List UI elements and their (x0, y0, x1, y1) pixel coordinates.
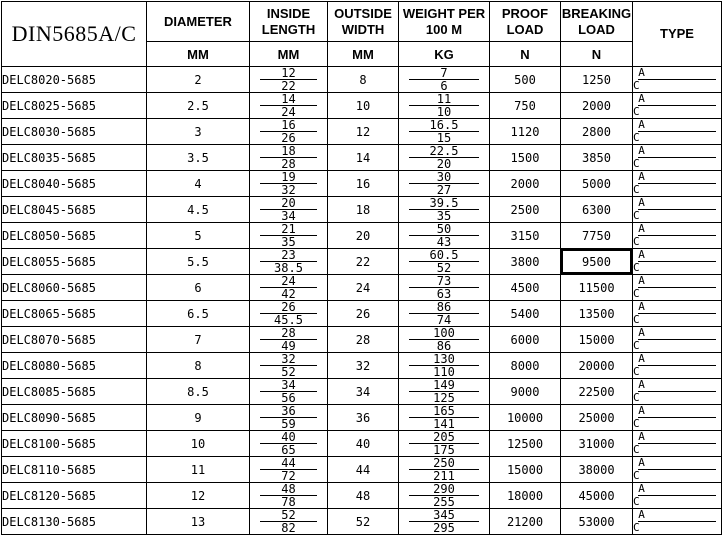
cell-outside-width[interactable]: 12 (328, 119, 399, 145)
cell-weight[interactable] (399, 405, 490, 431)
cell-weight[interactable] (399, 327, 490, 353)
cell-code[interactable]: DELC8020-5685 (2, 67, 147, 93)
cell-breaking-load[interactable]: 1250 (561, 67, 633, 93)
inside-length-type-a: 19 (260, 171, 317, 184)
cell-code[interactable]: DELC8120-5685 (2, 483, 147, 509)
type-c-label: C (633, 339, 640, 352)
cell-outside-width[interactable]: 10 (328, 93, 399, 119)
cell-breaking-load[interactable]: 11500 (561, 275, 633, 301)
table-row[interactable] (2, 171, 722, 197)
header-outside-width-line1: OUTSIDE (334, 5, 392, 21)
inside-length-type-a: 23 (260, 249, 317, 262)
cell-type[interactable] (633, 431, 722, 457)
cell-proof-load[interactable]: 1500 (490, 145, 561, 171)
weight-type-c: 35 (436, 209, 452, 223)
cell-breaking-load[interactable]: 6300 (561, 197, 633, 223)
cell-proof-load[interactable]: 500 (490, 67, 561, 93)
cell-weight[interactable] (399, 223, 490, 249)
cell-type[interactable] (633, 509, 722, 535)
cell-proof-load[interactable]: 2500 (490, 197, 561, 223)
inside-length-type-c: 38.5 (274, 261, 303, 275)
weight-type-c: 141 (433, 417, 455, 431)
table-row[interactable] (2, 275, 722, 301)
cell-type[interactable] (633, 67, 722, 93)
cell-type[interactable] (633, 483, 722, 509)
weight-type-c: 20 (436, 157, 452, 171)
cell-outside-width[interactable]: 24 (328, 275, 399, 301)
table-row[interactable] (2, 509, 722, 535)
unit-diameter: MM (147, 42, 250, 67)
weight-type-a: 345 (409, 509, 479, 522)
cell-type[interactable] (633, 249, 722, 275)
header-inside-length (250, 2, 328, 42)
inside-length-type-a: 44 (260, 457, 317, 470)
cell-code[interactable]: DELC8040-5685 (2, 171, 147, 197)
cell-breaking-load[interactable]: 45000 (561, 483, 633, 509)
type-c-label: C (633, 443, 640, 456)
inside-length-type-a: 34 (260, 379, 317, 392)
weight-type-a: 73 (409, 275, 479, 288)
cell-type[interactable] (633, 93, 722, 119)
inside-length-type-c: 78 (281, 495, 296, 509)
cell-breaking-load[interactable]: 20000 (561, 353, 633, 379)
cell-type[interactable] (633, 275, 722, 301)
cell-diameter[interactable]: 6 (147, 275, 250, 301)
header-proof-load-line1: PROOF (501, 5, 549, 21)
cell-proof-load[interactable]: 21200 (490, 509, 561, 535)
weight-type-a: 22.5 (409, 145, 479, 158)
cell-diameter[interactable]: 8.5 (147, 379, 250, 405)
weight-type-c: 255 (433, 495, 455, 509)
type-c-label: C (633, 391, 640, 404)
table-row[interactable] (2, 249, 722, 275)
cell-type[interactable] (633, 223, 722, 249)
table-title: DIN5685A/C (2, 2, 147, 67)
cell-type[interactable] (633, 457, 722, 483)
cell-proof-load[interactable]: 6000 (490, 327, 561, 353)
inside-length-type-c: 26 (281, 131, 296, 145)
inside-length-type-c: 82 (281, 521, 296, 535)
table-row[interactable] (2, 405, 722, 431)
cell-weight[interactable] (399, 249, 490, 275)
cell-proof-load[interactable]: 2000 (490, 171, 561, 197)
cell-breaking-load[interactable]: 2800 (561, 119, 633, 145)
weight-type-a: 39.5 (409, 197, 479, 210)
type-c-label: C (633, 313, 640, 326)
cell-proof-load[interactable]: 12500 (490, 431, 561, 457)
weight-type-c: 125 (433, 391, 455, 405)
type-a-label: A (638, 301, 715, 314)
type-c-label: C (633, 209, 640, 222)
type-a-label: A (638, 171, 715, 184)
type-a-label: A (638, 509, 715, 522)
cell-breaking-load[interactable]: 7750 (561, 223, 633, 249)
type-c-label: C (633, 521, 640, 534)
cell-weight[interactable] (399, 145, 490, 171)
cell-inside-length[interactable] (250, 353, 328, 379)
inside-length-type-a: 36 (260, 405, 317, 418)
type-a-label: A (638, 223, 715, 236)
table-body (2, 67, 722, 535)
type-a-label: A (638, 379, 715, 392)
cell-code[interactable]: DELC8060-5685 (2, 275, 147, 301)
cell-diameter[interactable]: 3.5 (147, 145, 250, 171)
inside-length-type-a: 40 (260, 431, 317, 444)
type-a-label: A (638, 327, 715, 340)
inside-length-type-c: 28 (281, 157, 296, 171)
header-weight-line1: WEIGHT PER (402, 5, 486, 21)
cell-proof-load[interactable]: 15000 (490, 457, 561, 483)
table-row[interactable] (2, 197, 722, 223)
type-c-label: C (633, 287, 640, 300)
type-a-label: A (638, 119, 715, 132)
inside-length-type-c: 22 (281, 79, 296, 93)
cell-breaking-load[interactable]: 5000 (561, 171, 633, 197)
inside-length-type-a: 21 (260, 223, 317, 236)
cell-outside-width[interactable]: 26 (328, 301, 399, 327)
type-c-label: C (633, 235, 640, 248)
cell-code[interactable]: DELC8085-5685 (2, 379, 147, 405)
cell-type[interactable] (633, 197, 722, 223)
cell-proof-load[interactable]: 5400 (490, 301, 561, 327)
cell-breaking-load[interactable]: 22500 (561, 379, 633, 405)
inside-length-type-c: 72 (281, 469, 296, 483)
header-breaking-load-line1: BREAKING (561, 5, 632, 21)
weight-type-c: 6 (440, 79, 448, 93)
cell-weight[interactable] (399, 197, 490, 223)
weight-type-a: 149 (409, 379, 479, 392)
unit-weight: KG (399, 42, 490, 67)
inside-length-type-c: 45.5 (274, 313, 303, 327)
inside-length-type-c: 52 (281, 365, 296, 379)
cell-inside-length[interactable] (250, 249, 328, 275)
cell-diameter[interactable]: 7 (147, 327, 250, 353)
unit-inside-length: MM (250, 42, 328, 67)
cell-outside-width[interactable]: 18 (328, 197, 399, 223)
cell-outside-width[interactable]: 34 (328, 379, 399, 405)
cell-inside-length[interactable] (250, 93, 328, 119)
cell-outside-width[interactable]: 40 (328, 431, 399, 457)
weight-type-c: 86 (436, 339, 452, 353)
cell-diameter[interactable]: 11 (147, 457, 250, 483)
cell-inside-length[interactable] (250, 301, 328, 327)
weight-type-a: 165 (409, 405, 479, 418)
cell-diameter[interactable]: 10 (147, 431, 250, 457)
cell-breaking-load[interactable]: 38000 (561, 457, 633, 483)
cell-proof-load[interactable]: 1120 (490, 119, 561, 145)
cell-code[interactable]: DELC8080-5685 (2, 353, 147, 379)
table-row[interactable] (2, 483, 722, 509)
inside-length-type-a: 20 (260, 197, 317, 210)
cell-outside-width[interactable]: 32 (328, 353, 399, 379)
cell-weight[interactable] (399, 483, 490, 509)
header-type: TYPE (633, 2, 722, 67)
cell-inside-length[interactable] (250, 171, 328, 197)
cell-outside-width[interactable]: 48 (328, 483, 399, 509)
type-a-label: A (638, 145, 715, 158)
cell-code[interactable]: DELC8025-5685 (2, 93, 147, 119)
header-inside-length-line2: LENGTH (261, 21, 316, 37)
cell-weight[interactable] (399, 275, 490, 301)
cell-inside-length[interactable] (250, 431, 328, 457)
weight-type-c: 27 (436, 183, 452, 197)
type-c-label: C (633, 79, 640, 92)
type-c-label: C (633, 469, 640, 482)
inside-length-type-c: 42 (281, 287, 296, 301)
cell-type[interactable] (633, 405, 722, 431)
weight-type-a: 16.5 (409, 119, 479, 132)
cell-diameter[interactable]: 9 (147, 405, 250, 431)
table-row[interactable] (2, 119, 722, 145)
inside-length-type-a: 48 (260, 483, 317, 496)
cell-diameter[interactable]: 2.5 (147, 93, 250, 119)
cell-outside-width[interactable]: 8 (328, 67, 399, 93)
weight-type-a: 205 (409, 431, 479, 444)
inside-length-type-c: 65 (281, 443, 296, 457)
unit-breaking-load: N (561, 42, 633, 67)
header-weight (399, 2, 490, 42)
cell-breaking-load[interactable]: 31000 (561, 431, 633, 457)
header-row (2, 2, 722, 42)
type-c-label: C (633, 261, 640, 274)
table-row[interactable] (2, 301, 722, 327)
cell-outside-width[interactable]: 36 (328, 405, 399, 431)
cell-outside-width[interactable]: 20 (328, 223, 399, 249)
weight-type-c: 110 (433, 365, 455, 379)
cell-weight[interactable] (399, 353, 490, 379)
cell-proof-load[interactable]: 18000 (490, 483, 561, 509)
cell-proof-load[interactable]: 8000 (490, 353, 561, 379)
weight-type-c: 295 (433, 521, 455, 535)
type-a-label: A (638, 405, 715, 418)
inside-length-type-c: 59 (281, 417, 296, 431)
cell-type[interactable] (633, 301, 722, 327)
cell-code[interactable]: DELC8070-5685 (2, 327, 147, 353)
cell-diameter[interactable]: 12 (147, 483, 250, 509)
inside-length-type-c: 32 (281, 183, 296, 197)
cell-diameter[interactable]: 4.5 (147, 197, 250, 223)
cell-inside-length[interactable] (250, 379, 328, 405)
cell-inside-length[interactable] (250, 119, 328, 145)
cell-weight[interactable] (399, 93, 490, 119)
inside-length-type-a: 26 (260, 301, 317, 314)
type-a-label: A (638, 457, 715, 470)
cell-breaking-load[interactable]: 9500 (561, 249, 633, 275)
header-proof-load-line2: LOAD (506, 21, 544, 37)
inside-length-type-a: 16 (260, 119, 317, 132)
type-a-label: A (638, 197, 715, 210)
inside-length-type-c: 49 (281, 339, 296, 353)
table-row[interactable] (2, 431, 722, 457)
cell-proof-load[interactable]: 750 (490, 93, 561, 119)
inside-length-type-c: 24 (281, 105, 296, 119)
type-c-label: C (633, 157, 640, 170)
inside-length-type-a: 18 (260, 145, 317, 158)
weight-type-c: 10 (436, 105, 452, 119)
weight-type-c: 211 (433, 469, 455, 483)
cell-outside-width[interactable]: 52 (328, 509, 399, 535)
type-a-label: A (638, 67, 715, 80)
inside-length-type-c: 56 (281, 391, 296, 405)
cell-code[interactable]: DELC8030-5685 (2, 119, 147, 145)
cell-inside-length[interactable] (250, 145, 328, 171)
cell-code[interactable]: DELC8130-5685 (2, 509, 147, 535)
cell-type[interactable] (633, 353, 722, 379)
type-a-label: A (638, 249, 715, 262)
weight-type-a: 7 (409, 67, 479, 80)
header-outside-width (328, 2, 399, 42)
cell-breaking-load[interactable]: 2000 (561, 93, 633, 119)
cell-diameter[interactable]: 13 (147, 509, 250, 535)
cell-inside-length[interactable] (250, 197, 328, 223)
cell-diameter[interactable]: 2 (147, 67, 250, 93)
cell-proof-load[interactable]: 4500 (490, 275, 561, 301)
table-row[interactable] (2, 457, 722, 483)
cell-proof-load[interactable]: 3800 (490, 249, 561, 275)
cell-outside-width[interactable]: 28 (328, 327, 399, 353)
cell-code[interactable]: DELC8090-5685 (2, 405, 147, 431)
cell-outside-width[interactable]: 16 (328, 171, 399, 197)
cell-inside-length[interactable] (250, 275, 328, 301)
type-a-label: A (638, 93, 715, 106)
type-c-label: C (633, 495, 640, 508)
type-a-label: A (638, 431, 715, 444)
cell-diameter[interactable]: 8 (147, 353, 250, 379)
cell-inside-length[interactable] (250, 223, 328, 249)
inside-length-type-a: 14 (260, 93, 317, 106)
cell-outside-width[interactable]: 14 (328, 145, 399, 171)
cell-breaking-load[interactable]: 13500 (561, 301, 633, 327)
cell-breaking-load[interactable]: 25000 (561, 405, 633, 431)
weight-type-a: 250 (409, 457, 479, 470)
inside-length-type-a: 52 (260, 509, 317, 522)
cell-proof-load[interactable]: 10000 (490, 405, 561, 431)
header-inside-length-line1: INSIDE (266, 5, 311, 21)
cell-inside-length[interactable] (250, 405, 328, 431)
cell-type[interactable] (633, 327, 722, 353)
weight-type-c: 15 (436, 131, 452, 145)
inside-length-type-a: 28 (260, 327, 317, 340)
cell-breaking-load[interactable]: 3850 (561, 145, 633, 171)
cell-diameter[interactable]: 4 (147, 171, 250, 197)
table-row[interactable] (2, 379, 722, 405)
cell-proof-load[interactable]: 3150 (490, 223, 561, 249)
cell-diameter[interactable]: 5 (147, 223, 250, 249)
table-row[interactable] (2, 223, 722, 249)
inside-length-type-a: 12 (260, 67, 317, 80)
unit-proof-load: N (490, 42, 561, 67)
type-c-label: C (633, 365, 640, 378)
cell-weight[interactable] (399, 301, 490, 327)
cell-breaking-load[interactable]: 15000 (561, 327, 633, 353)
weight-type-a: 30 (409, 171, 479, 184)
inside-length-type-a: 24 (260, 275, 317, 288)
type-c-label: C (633, 131, 640, 144)
header-diameter: DIAMETER (147, 2, 250, 42)
cell-weight[interactable] (399, 509, 490, 535)
cell-code[interactable]: DELC8045-5685 (2, 197, 147, 223)
table-row[interactable] (2, 93, 722, 119)
cell-weight[interactable] (399, 171, 490, 197)
type-a-label: A (638, 483, 715, 496)
cell-inside-length[interactable] (250, 457, 328, 483)
weight-type-a: 130 (409, 353, 479, 366)
header-breaking-load (561, 2, 633, 42)
cell-weight[interactable] (399, 119, 490, 145)
type-c-label: C (633, 417, 640, 430)
cell-code[interactable]: DELC8110-5685 (2, 457, 147, 483)
cell-weight[interactable] (399, 67, 490, 93)
cell-breaking-load[interactable]: 53000 (561, 509, 633, 535)
cell-inside-length[interactable] (250, 509, 328, 535)
cell-type[interactable] (633, 145, 722, 171)
cell-weight[interactable] (399, 431, 490, 457)
cell-weight[interactable] (399, 457, 490, 483)
cell-code[interactable]: DELC8035-5685 (2, 145, 147, 171)
table-row[interactable] (2, 353, 722, 379)
cell-outside-width[interactable]: 44 (328, 457, 399, 483)
table-row[interactable] (2, 67, 722, 93)
weight-type-a: 86 (409, 301, 479, 314)
type-a-label: A (638, 353, 715, 366)
header-breaking-load-line2: LOAD (578, 21, 615, 37)
cell-code[interactable]: DELC8065-5685 (2, 301, 147, 327)
cell-code[interactable]: DELC8055-5685 (2, 249, 147, 275)
unit-outside-width: MM (328, 42, 399, 67)
weight-type-a: 11 (409, 93, 479, 106)
weight-type-a: 60.5 (409, 249, 479, 262)
inside-length-type-c: 35 (281, 235, 296, 249)
header-proof-load (490, 2, 561, 42)
cell-type[interactable] (633, 379, 722, 405)
header-weight-line2: 100 M (425, 21, 463, 37)
cell-proof-load[interactable]: 9000 (490, 379, 561, 405)
cell-inside-length[interactable] (250, 327, 328, 353)
weight-type-a: 50 (409, 223, 479, 236)
cell-code[interactable]: DELC8100-5685 (2, 431, 147, 457)
cell-weight[interactable] (399, 379, 490, 405)
cell-inside-length[interactable] (250, 67, 328, 93)
cell-inside-length[interactable] (250, 483, 328, 509)
cell-diameter[interactable]: 6.5 (147, 301, 250, 327)
weight-type-c: 175 (433, 443, 455, 457)
cell-outside-width[interactable]: 22 (328, 249, 399, 275)
table-row[interactable] (2, 327, 722, 353)
inside-length-type-a: 32 (260, 353, 317, 366)
inside-length-type-c: 34 (281, 209, 296, 223)
table-row[interactable] (2, 145, 722, 171)
chain-spec-table (1, 1, 722, 535)
weight-type-a: 100 (409, 327, 479, 340)
weight-type-c: 63 (436, 287, 452, 301)
cell-diameter[interactable]: 5.5 (147, 249, 250, 275)
type-c-label: C (633, 105, 640, 118)
header-outside-width-line2: WIDTH (341, 21, 385, 37)
cell-type[interactable] (633, 171, 722, 197)
weight-type-c: 43 (436, 235, 452, 249)
cell-type[interactable] (633, 119, 722, 145)
weight-type-c: 52 (436, 261, 452, 275)
weight-type-c: 74 (436, 313, 452, 327)
cell-diameter[interactable]: 3 (147, 119, 250, 145)
type-c-label: C (633, 183, 640, 196)
weight-type-a: 290 (409, 483, 479, 496)
type-a-label: A (638, 275, 715, 288)
cell-code[interactable]: DELC8050-5685 (2, 223, 147, 249)
